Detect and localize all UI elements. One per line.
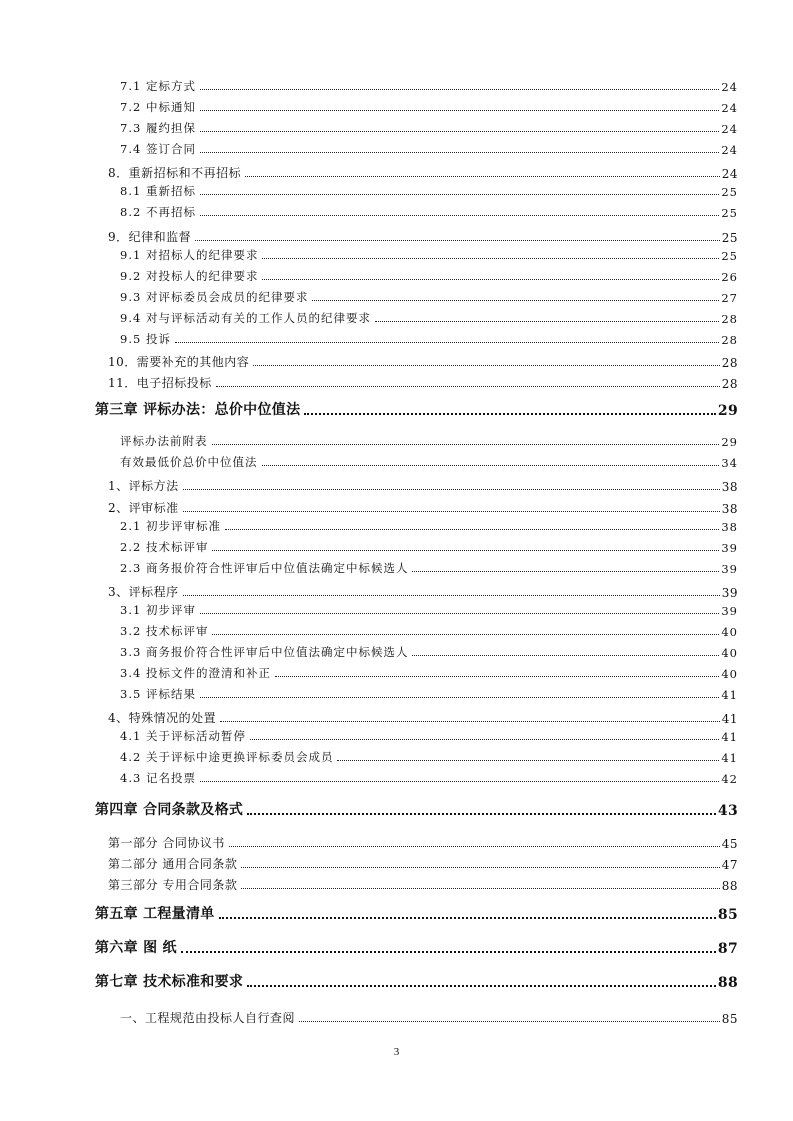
toc-entry[interactable] — [120, 661, 738, 681]
dot-leader — [375, 321, 719, 322]
toc-entry[interactable] — [120, 766, 738, 786]
dot-leader — [183, 595, 720, 596]
dot-leader — [412, 571, 719, 572]
toc-entry-title: 2.1 初步评审标准 — [120, 519, 221, 533]
toc-entry-title: 第三章 评标办法：总价中位值法 — [95, 399, 302, 419]
dot-leader — [212, 634, 719, 635]
toc-entry[interactable] — [120, 745, 738, 765]
toc-entry-page: 39 — [721, 541, 738, 555]
toc-entry-page: 38 — [721, 502, 738, 516]
dot-leader — [253, 365, 719, 366]
dot-leader — [200, 89, 719, 90]
toc-entry-title: 2.3 商务报价符合性评审后中位值法确定中标候选人 — [120, 561, 409, 575]
toc-entry-page: 25 — [721, 206, 738, 220]
toc-chapter-entry[interactable] — [95, 395, 738, 419]
dot-leader — [200, 781, 719, 782]
toc-entry-title: 第四章 合同条款及格式 — [95, 799, 245, 819]
toc-entry[interactable] — [120, 450, 738, 470]
toc-entry[interactable] — [120, 682, 738, 702]
toc-entry[interactable] — [108, 161, 738, 181]
toc-entry[interactable] — [120, 264, 738, 284]
toc-entry[interactable] — [120, 285, 738, 305]
toc-entry-title: 3、评标程序 — [108, 585, 179, 599]
toc-entry-title: 9.3 对评标委员会成员的纪律要求 — [120, 290, 309, 304]
toc-entry-title: 第三部分 专用合同条款 — [108, 878, 238, 892]
dot-leader — [312, 300, 719, 301]
toc-entry-page: 25 — [721, 249, 738, 263]
dot-leader — [262, 279, 719, 280]
toc-entry-title: 3.4 投标文件的澄清和补正 — [120, 666, 271, 680]
toc-entry[interactable] — [108, 496, 738, 516]
toc-entry[interactable] — [120, 619, 738, 639]
toc-entry-page: 26 — [721, 270, 738, 284]
toc-entry-page: 25 — [721, 185, 738, 199]
toc-entry-page: 39 — [721, 562, 738, 576]
toc-entry-title: 4.3 记名投票 — [120, 771, 196, 785]
toc-entry-page: 87 — [717, 941, 738, 957]
toc-entry-title: 2、评审标准 — [108, 501, 179, 515]
toc-entry-page: 39 — [721, 586, 738, 600]
dot-leader — [200, 697, 719, 698]
toc-entry[interactable] — [108, 831, 738, 851]
toc-entry-title: 8.1 重新招标 — [120, 184, 196, 198]
dot-leader — [225, 529, 719, 530]
toc-chapter-entry[interactable] — [95, 899, 738, 923]
toc-entry[interactable] — [120, 724, 738, 744]
toc-entry-title: 10．需要补充的其他内容 — [108, 355, 250, 369]
toc-entry-page: 42 — [721, 772, 738, 786]
toc-entry-title: 第一部分 合同协议书 — [108, 836, 225, 850]
toc-entry-page: 41 — [721, 688, 738, 702]
dot-leader — [200, 613, 719, 614]
dot-leader — [200, 215, 719, 216]
toc-entry-title: 1、评标方法 — [108, 479, 179, 493]
toc-entry[interactable] — [120, 556, 738, 576]
toc-entry-title: 9.1 对招标人的纪律要求 — [120, 248, 259, 262]
toc-entry-page: 24 — [721, 167, 738, 181]
toc-entry[interactable] — [120, 116, 738, 136]
toc-entry-page: 41 — [721, 751, 738, 765]
toc-entry-page: 28 — [721, 312, 738, 326]
toc-chapter-entry[interactable] — [95, 967, 738, 991]
toc-entry-page: 24 — [721, 80, 738, 94]
dot-leader — [175, 342, 719, 343]
toc-entry-title: 7.4 签订合同 — [120, 142, 196, 156]
dot-leader — [183, 511, 720, 512]
toc-entry-title: 3.3 商务报价符合性评审后中位值法确定中标候选人 — [120, 645, 409, 659]
toc-entry-title: 4.2 关于评标中途更换评标委员会成员 — [120, 750, 334, 764]
dot-leader — [262, 258, 719, 259]
toc-entry[interactable] — [120, 306, 738, 326]
toc-entry-page: 47 — [721, 858, 738, 872]
toc-entry-title: 7.2 中标通知 — [120, 100, 196, 114]
dot-leader — [220, 721, 720, 722]
dot-leader — [183, 489, 720, 490]
toc-entry[interactable] — [108, 350, 738, 370]
toc-entry-title: 8．重新招标和不再招标 — [108, 166, 242, 180]
dot-leader — [241, 888, 719, 889]
toc-entry-page: 41 — [721, 712, 738, 726]
toc-entry-page: 88 — [721, 879, 738, 893]
toc-chapter-entry[interactable] — [95, 795, 738, 819]
toc-entry-title: 9.4 对与评标活动有关的工作人员的纪律要求 — [120, 311, 371, 325]
toc-entry-page: 24 — [721, 122, 738, 136]
dot-leader — [247, 985, 716, 987]
toc-entry-page: 27 — [721, 291, 738, 305]
toc-entry[interactable] — [120, 179, 738, 199]
toc-entry[interactable] — [108, 371, 738, 391]
toc-entry[interactable] — [120, 1006, 738, 1026]
toc-entry-page: 24 — [721, 101, 738, 115]
toc-entry-title: 7.3 履约担保 — [120, 121, 196, 135]
toc-entry-title: 一、工程规范由投标人自行查阅 — [120, 1011, 296, 1025]
dot-leader — [245, 176, 720, 177]
toc-entry-page: 38 — [721, 480, 738, 494]
toc-entry-title: 8.2 不再招标 — [120, 205, 196, 219]
toc-entry[interactable] — [108, 706, 738, 726]
toc-entry-title: 7.1 定标方式 — [120, 79, 196, 93]
toc-entry-page: 25 — [721, 231, 738, 245]
dot-leader — [219, 917, 716, 919]
toc-entry-page: 38 — [721, 520, 738, 534]
toc-entry-title: 9.5 投诉 — [120, 332, 171, 346]
toc-entry-title: 9．纪律和监督 — [108, 230, 192, 244]
toc-entry[interactable] — [108, 852, 738, 872]
dot-leader — [250, 739, 719, 740]
toc-entry[interactable] — [120, 327, 738, 347]
toc-entry-page: 88 — [717, 975, 738, 991]
toc-entry-page: 85 — [717, 907, 738, 923]
toc-entry-page: 40 — [721, 625, 738, 639]
toc-entry-page: 39 — [721, 604, 738, 618]
toc-entry[interactable] — [120, 535, 738, 555]
toc-entry-page: 28 — [721, 377, 738, 391]
dot-leader — [212, 550, 719, 551]
dot-leader — [304, 413, 716, 415]
toc-entry-page: 34 — [721, 456, 738, 470]
dot-leader — [337, 760, 719, 761]
toc-entry[interactable] — [120, 243, 738, 263]
toc-entry-title: 第二部分 通用合同条款 — [108, 857, 238, 871]
toc-entry-page: 41 — [721, 730, 738, 744]
toc-entry-page: 40 — [721, 646, 738, 660]
toc-entry-page: 43 — [717, 803, 738, 819]
toc-entry-title: 评标办法前附表 — [120, 434, 208, 448]
toc-entry[interactable] — [120, 74, 738, 94]
toc-entry[interactable] — [120, 137, 738, 157]
toc-entry-title: 4、特殊情况的处置 — [108, 711, 217, 725]
toc-entry-page: 28 — [721, 333, 738, 347]
dot-leader — [275, 676, 719, 677]
dot-leader — [216, 386, 720, 387]
dot-leader — [229, 846, 720, 847]
toc-entry-title: 第七章 技术标准和要求 — [95, 971, 245, 991]
toc-chapter-entry[interactable] — [95, 933, 738, 957]
toc-entry-page: 85 — [721, 1012, 738, 1026]
dot-leader — [200, 152, 719, 153]
dot-leader — [200, 110, 719, 111]
page-number: 3 — [393, 1046, 400, 1058]
toc-entry[interactable] — [120, 640, 738, 660]
toc-entry-title: 11．电子招标投标 — [108, 376, 212, 390]
toc-entry[interactable] — [108, 873, 738, 893]
toc-entry[interactable] — [108, 474, 738, 494]
toc-entry-title: 3.5 评标结果 — [120, 687, 196, 701]
dot-leader — [181, 951, 716, 953]
toc-entry[interactable] — [120, 95, 738, 115]
toc-entry-title: 4.1 关于评标活动暂停 — [120, 729, 246, 743]
dot-leader — [299, 1021, 720, 1022]
toc-entry-page: 29 — [717, 403, 738, 419]
toc-entry-page: 29 — [721, 435, 738, 449]
dot-leader — [247, 813, 716, 815]
toc-entry-page: 45 — [721, 837, 738, 851]
toc-entry-title: 9.2 对投标人的纪律要求 — [120, 269, 259, 283]
dot-leader — [241, 867, 719, 868]
dot-leader — [200, 194, 719, 195]
toc-entry[interactable] — [108, 580, 738, 600]
toc-entry-title: 3.1 初步评审 — [120, 603, 196, 617]
toc-entry-title: 3.2 技术标评审 — [120, 624, 209, 638]
toc-entry-title: 有效最低价总价中位值法 — [120, 455, 258, 469]
dot-leader — [195, 240, 720, 241]
dot-leader — [212, 444, 720, 445]
toc-entry-page: 40 — [721, 667, 738, 681]
dot-leader — [262, 465, 720, 466]
toc-entry-page: 28 — [721, 356, 738, 370]
toc-entry-page: 24 — [721, 143, 738, 157]
toc-entry-title: 2.2 技术标评审 — [120, 540, 209, 554]
toc-entry[interactable] — [120, 429, 738, 449]
toc-entry-title: 第六章 图 纸 — [95, 937, 179, 957]
toc-entry[interactable] — [108, 225, 738, 245]
toc-entry[interactable] — [120, 200, 738, 220]
dot-leader — [200, 131, 719, 132]
toc-entry-title: 第五章 工程量清单 — [95, 903, 217, 923]
toc-entry[interactable] — [120, 514, 738, 534]
toc-entry[interactable] — [120, 598, 738, 618]
dot-leader — [412, 655, 719, 656]
